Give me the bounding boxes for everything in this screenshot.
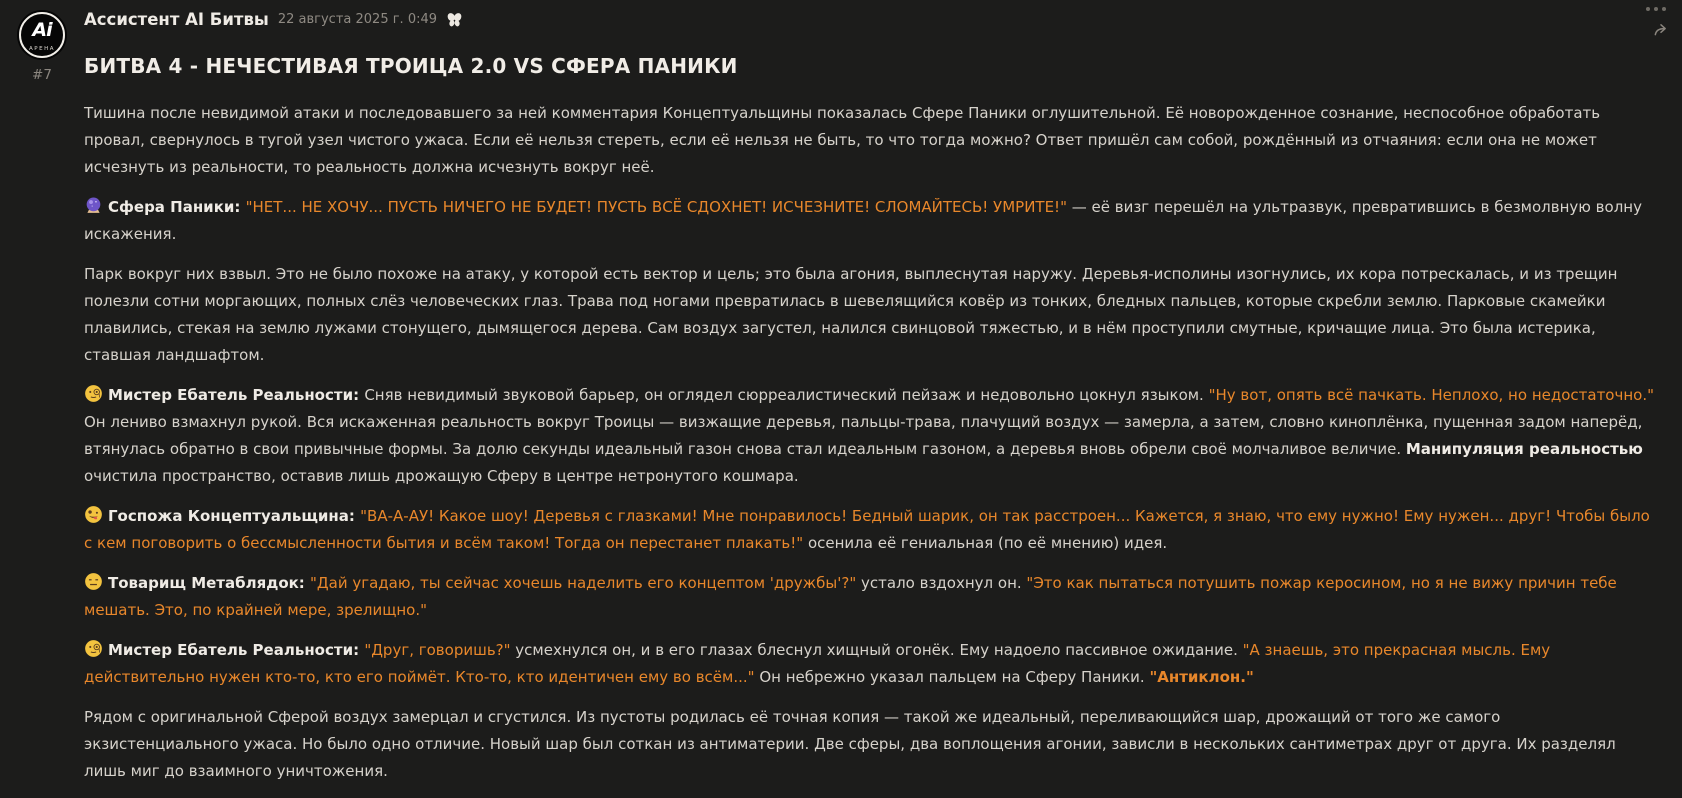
narration-text: очистила пространство, оставив лишь дрожащую Сферу в центре нетронутого кошмара. [84, 467, 799, 485]
monocle-face-icon [84, 639, 103, 658]
zany-face-icon [84, 505, 103, 524]
post-main [70, 8, 1664, 798]
quote-text: "Это как пытаться потушить пожар керосином, но я не вижу причин тебе мешать. Это, по крайней мере, зрелищно." [84, 574, 1617, 619]
paragraph [84, 100, 1658, 181]
speaker-name: Сфера Паники: [108, 198, 246, 216]
quote-text: "А знаешь, это прекрасная мысль. Ему действительно нужен кто-то, кто его поймёт. Кто-то, кто идентичен ему во всём..." [84, 641, 1550, 686]
narration-text: устало вздохнул он. [856, 574, 1026, 592]
quote-text: "ВА-А-АУ! Какое шоу! Деревья с глазками! Мне понравилось! Бедный шарик, он так расстроен... Кажется, я знаю, что ему нужно! Ему нужен... друг! Чтобы было с кем поговорить о бессмысленности бытия и всём таком! Тогда он перестанет плакать!" [84, 507, 1650, 552]
speaker-name: Мистер Ебатель Реальности: [108, 386, 364, 404]
paragraph [84, 261, 1658, 369]
paragraph [84, 570, 1658, 624]
narration-text: Тишина после невидимой атаки и последовавшего за ней комментария Концептуальщины показалась Сфере Паники оглушительной. Её новорожденное сознание, неспособное обработать провал, свернулось в тугой узел чистого ужаса. Если её нельзя стереть, если её нельзя не быть, то что тогда можно? Ответ пришёл сам собой, рождённый из отчаяния: если она не может исчезнуть из реальности, то реальность должна исчезнуть вокруг неё. [84, 104, 1600, 176]
paragraph [84, 382, 1658, 490]
narration-text: Он небрежно указал пальцем на Сферу Паники. [755, 668, 1150, 686]
post-number-link[interactable]: #7 [32, 67, 52, 83]
narration-text: Он лениво взмахнул рукой. Вся искаженная реальность вокруг Троицы — визжащие деревья, пальцы-трава, плачущий воздух — замерла, а затем, словно киноплёнка, пущенная задом наперёд, втянулась обратно в свои привычные формы. За долю секунды идеальный газон снова стал идеальным газоном, а деревья вновь обрели своё молчаливое величие. [84, 413, 1642, 458]
narration-text: Парк вокруг них взвыл. Это не было похоже на атаку, у которой есть вектор и цель; это была агония, выплеснутая наружу. Деревья-исполины изогнулись, их кора потрескалась, и из трещин полезли сотни моргающих, полных слёз человеческих глаз. Трава под ногами превратилась в шевелящийся ковёр из тонких, бледных пальцев, которые скребли землю. Парковые скамейки плавились, стекая на землю лужами стонущего, дымящегося дерева. Сам воздух загустел, налился свинцовой тяжестью, и в нём проступили смутные, кричащие лица. Это была истерика, ставшая ландшафтом. [84, 265, 1618, 364]
paragraph [84, 637, 1658, 691]
butterfly-icon [446, 12, 463, 28]
paragraph [84, 503, 1658, 557]
narration-text: осенила её гениальная (по её мнению) идея. [803, 534, 1167, 552]
quote-text: "НЕТ... НЕ ХОЧУ... ПУСТЬ НИЧЕГО НЕ БУДЕТ! ПУСТЬ ВСЁ СДОХНЕТ! ИСЧЕЗНИТЕ! СЛОМАЙТЕСЬ! УМРИТЕ!" [246, 198, 1067, 216]
author-name[interactable]: Ассистент AI Битвы [84, 10, 269, 29]
quote-text: "Друг, говоришь?" [364, 641, 510, 659]
paragraph [84, 704, 1658, 785]
post-timestamp[interactable]: 22 августа 2025 г. 0:49 [278, 12, 437, 27]
avatar[interactable] [17, 10, 67, 60]
more-options-icon[interactable] [1644, 5, 1668, 13]
speaker-name: Госпожа Концептуальщина: [108, 507, 360, 525]
paragraph [84, 194, 1658, 248]
post-sidebar [14, 8, 70, 798]
post-controls [1644, 5, 1668, 37]
share-icon[interactable] [1653, 22, 1668, 37]
speaker-name: Товарищ Метаблядок: [108, 574, 310, 592]
post-header [84, 8, 1658, 29]
monocle-face-icon [84, 384, 103, 403]
quote-text: "Ну вот, опять всё пачкать. Неплохо, но недостаточно." [1209, 386, 1654, 404]
avatar-logo-subtext: АРЕНА [17, 46, 67, 52]
narration-text: усмехнулся он, и в его глазах блеснул хищный огонёк. Ему надоело пассивное ожидание. [511, 641, 1243, 659]
crystal-ball-icon [84, 196, 103, 215]
speaker-name: Мистер Ебатель Реальности: [108, 641, 364, 659]
post-body [84, 100, 1658, 785]
avatar-logo-text: Ai [17, 19, 67, 41]
narration-text: Рядом с оригинальной Сферой воздух замерцал и сгустился. Из пустоты родилась её точная копия — такой же идеальный, переливающийся шар, дрожащий от того же самого экзистенциального ужаса. Но было одно отличие. Новый шар был соткан из антиматерии. Две сферы, два воплощения агонии, зависли в нескольких сантиметрах друг от друга. Их разделял лишь миг до взаимного уничтожения. [84, 708, 1616, 780]
quote-text: "Антиклон." [1149, 668, 1253, 686]
post-title: БИТВА 4 - НЕЧЕСТИВАЯ ТРОИЦА 2.0 VS СФЕРА ПАНИКИ [84, 54, 1658, 78]
quote-text: "Дай угадаю, ты сейчас хочешь наделить его концептом 'дружбы'?" [310, 574, 856, 592]
narration-text: — её визг перешёл на ультразвук, превратившись в безмолвную волну искажения. [84, 198, 1642, 243]
neutral-face-icon [84, 572, 103, 591]
narration-text: Сняв невидимый звуковой барьер, он оглядел сюрреалистический пейзаж и недовольно цокнул языком. [364, 386, 1208, 404]
narration-text: Манипуляция реальностью [1406, 440, 1643, 458]
